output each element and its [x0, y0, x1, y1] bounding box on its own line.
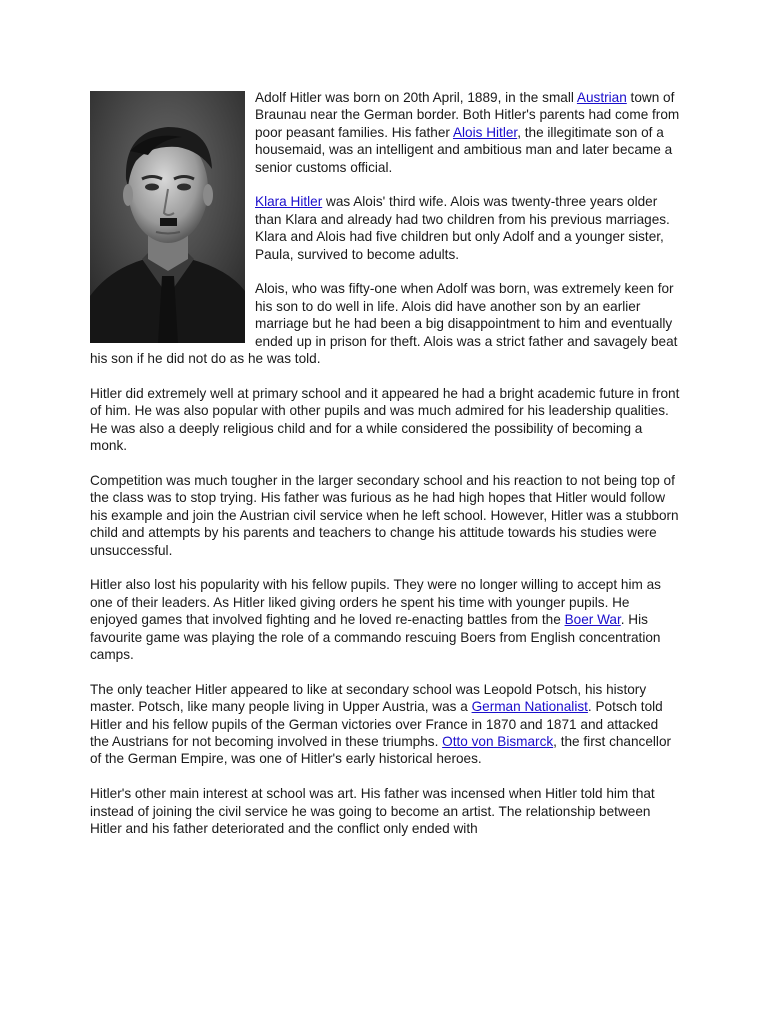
paragraph-alois: Alois, who was fifty-one when Adolf was born, was extremely keen for his son to do well in life. Alois did have another son by an earlier marriage but he had been a big disappointment to him and eventually ended up in prison for theft. Alois was a strict father and savagely beat his son if he did not do as he was told.: [90, 281, 678, 367]
link-boer-war[interactable]: Boer War: [564, 612, 621, 628]
paragraph-text: , the first chancellor of the German Empire, was one of Hitler's early historical heroes.: [90, 733, 672, 767]
paragraph-text: . Potsch told Hitler and his fellow pupils of the German victories over France in 1870 and 1871 and attacked the Austrians for not becoming involved in these triumphs.: [90, 699, 663, 749]
paragraph-text: . His favourite game was playing the role of a commando rescuing Boers from English concentration camps.: [90, 612, 661, 662]
link-alois-hitler[interactable]: Alois Hitler: [452, 124, 518, 140]
link-austrian[interactable]: Austrian: [576, 90, 627, 105]
paragraph-primary-school: Hitler did extremely well at primary school and it appeared he had a bright academic future in front of him. He was also popular with other pupils and was much admired for his leadership qualities. He was also a deeply religious child and for a while considered the possibility of becoming a monk.: [90, 385, 680, 454]
link-klara-hitler[interactable]: Klara Hitler: [255, 194, 323, 210]
paragraph-text: Hitler also lost his popularity with his fellow pupils. They were no longer willing to accept him as one of their leaders. As Hitler liked giving orders he spent his time with younger pupils. He enjoyed games that involved fighting and he loved re-enacting battles from the: [90, 577, 661, 628]
link-otto-von-bismarck[interactable]: Otto von Bismarck: [442, 733, 554, 749]
paragraph-text: Adolf Hitler was born on 20th April, 1889, in the small: [255, 90, 577, 105]
link-german-nationalist[interactable]: German Nationalist: [471, 699, 588, 715]
portrait-photo: [90, 91, 245, 343]
paragraph-potsch: [90, 681, 680, 768]
paragraph-text: was Alois' third wife. Alois was twenty-three years older than Klara and already had two children from his previous marriages. Klara and Alois had five children but only Adolf and a younger sister, Paula, survived to become adults.: [255, 194, 670, 262]
paragraph-popularity: [90, 576, 680, 663]
paragraph-art: Hitler's other main interest at school was art. His father was incensed when Hitler told him that instead of joining the civil service he was going to become an artist. The relationship between Hitler and his father deteriorated and the conflict only ended with: [90, 786, 655, 836]
paragraph-secondary-school: Competition was much tougher in the larger secondary school and his reaction to not being top of the class was to stop trying. His father was furious as he had high hopes that Hitler would follow his example and join the Austrian civil service when he left school. However, Hitler was a stubborn child and attempts by his parents and teachers to change his attitude towards his studies were unsuccessful.: [90, 472, 679, 558]
article: [90, 89, 680, 855]
paragraph-text: The only teacher Hitler appeared to like at secondary school was Leopold Potsch, his history master. Potsch, like many people living in Upper Austria, was a: [90, 681, 647, 715]
paragraph-text: , the illegitimate son of a housemaid, was an intelligent and ambitious man and later became a senior customs official.: [255, 124, 673, 175]
paragraph-text: town of Braunau near the German border. Both Hitler's parents had come from poor peasant families. His father: [255, 90, 680, 140]
